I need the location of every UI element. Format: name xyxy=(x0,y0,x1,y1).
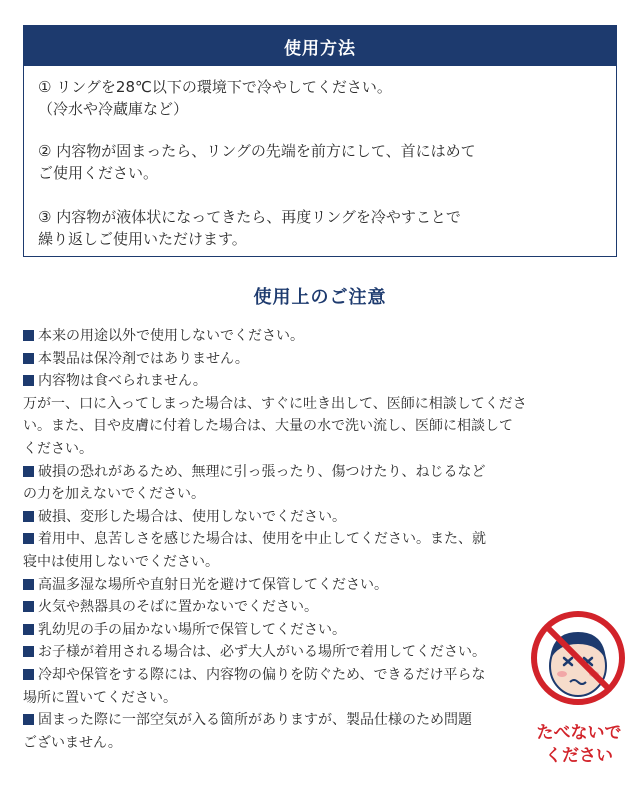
caution-text: 万が一、口に入ってしまった場合は、すぐに吐き出して、医師に相談してくださ xyxy=(23,395,527,412)
caution-item xyxy=(23,709,523,732)
caution-item-continuation xyxy=(23,393,527,416)
usage-title: 使用方法 xyxy=(24,26,616,66)
square-bullet-icon xyxy=(23,669,34,680)
caution-list xyxy=(23,325,527,754)
caution-item xyxy=(23,619,523,642)
caution-title: 使用上のご注意 xyxy=(253,287,387,308)
caution-item xyxy=(23,325,523,348)
caution-item xyxy=(23,664,523,687)
caution-item-continuation xyxy=(23,483,523,506)
warning-label-line-2: ください xyxy=(545,746,613,766)
usage-step-2-line-1: ② 内容物が固まったら、リングの先端を前方にして、首にはめて xyxy=(38,142,476,160)
usage-box xyxy=(23,25,617,257)
caution-item xyxy=(23,596,523,619)
caution-text: 固まった際に一部空気が入る箇所がありますが、製品仕様のため問題 xyxy=(38,712,472,729)
usage-step-3-line-1: ③ 内容物が液体状になってきたら、再度リングを冷やすことで xyxy=(38,208,461,226)
caution-text: 冷却や保管をする際には、内容物の偏りを防ぐため、できるだけ平らな xyxy=(38,666,486,683)
caution-item-continuation xyxy=(23,415,523,438)
square-bullet-icon xyxy=(23,601,34,612)
square-bullet-icon xyxy=(23,353,34,364)
usage-step-3-line-2: 繰り返しご使用いただけます。 xyxy=(38,230,247,248)
caution-item-continuation xyxy=(23,732,523,755)
warning-label xyxy=(520,722,638,768)
caution-text: 乳幼児の手の届かない場所で保管してください。 xyxy=(38,621,346,638)
caution-item xyxy=(23,641,523,664)
caution-text: 寝中は使用しないでください。 xyxy=(23,553,219,570)
usage-step-1 xyxy=(38,76,392,120)
square-bullet-icon xyxy=(23,375,34,386)
caution-text: 破損、変形した場合は、使用しないでください。 xyxy=(38,508,346,525)
usage-step-2 xyxy=(38,140,476,184)
caution-text: 場所に置いてください。 xyxy=(23,689,177,706)
caution-item xyxy=(23,348,523,371)
no-eating-icon xyxy=(528,608,628,708)
square-bullet-icon xyxy=(23,579,34,590)
usage-step-3 xyxy=(38,206,461,250)
square-bullet-icon xyxy=(23,533,34,544)
caution-item xyxy=(23,528,523,551)
caution-text: ございません。 xyxy=(23,734,122,751)
caution-item-continuation xyxy=(23,687,523,710)
usage-step-1-line-1: ① リングを28℃以下の環境下で冷やしてください。 xyxy=(38,78,392,96)
caution-text: 着用中、息苦しさを感じた場合は、使用を中止してください。また、就 xyxy=(38,531,486,548)
caution-item xyxy=(23,506,523,529)
caution-text: 破損の恐れがあるため、無理に引っ張ったり、傷つけたり、ねじるなど xyxy=(38,463,486,480)
caution-item xyxy=(23,370,523,393)
caution-item-continuation xyxy=(23,438,523,461)
caution-text: い。また、目や皮膚に付着した場合は、大量の水で洗い流し、医師に相談して xyxy=(23,418,513,435)
usage-step-2-line-2: ご使用ください。 xyxy=(38,164,159,182)
caution-text: 本製品は保冷剤ではありません。 xyxy=(38,350,249,367)
square-bullet-icon xyxy=(23,330,34,341)
caution-text: 本来の用途以外で使用しないでください。 xyxy=(38,328,304,344)
square-bullet-icon xyxy=(23,646,34,657)
warning-label-line-1: たべないで xyxy=(536,723,622,743)
usage-step-1-line-2: （冷水や冷蔵庫など） xyxy=(38,100,189,118)
square-bullet-icon xyxy=(23,466,34,477)
caution-text: 火気や熱器具のそばに置かないでください。 xyxy=(38,599,318,616)
caution-text: の力を加えないでください。 xyxy=(23,486,205,503)
square-bullet-icon xyxy=(23,714,34,725)
square-bullet-icon xyxy=(23,511,34,522)
caution-text: ください。 xyxy=(23,440,93,457)
caution-item xyxy=(23,461,523,484)
caution-item xyxy=(23,574,523,597)
caution-item-continuation xyxy=(23,551,523,574)
caution-text: 内容物は食べられません。 xyxy=(38,373,207,390)
caution-text: 高温多湿な場所や直射日光を避けて保管してください。 xyxy=(38,576,388,593)
square-bullet-icon xyxy=(23,624,34,635)
caution-text: お子様が着用される場合は、必ず大人がいる場所で着用してください。 xyxy=(38,644,486,661)
